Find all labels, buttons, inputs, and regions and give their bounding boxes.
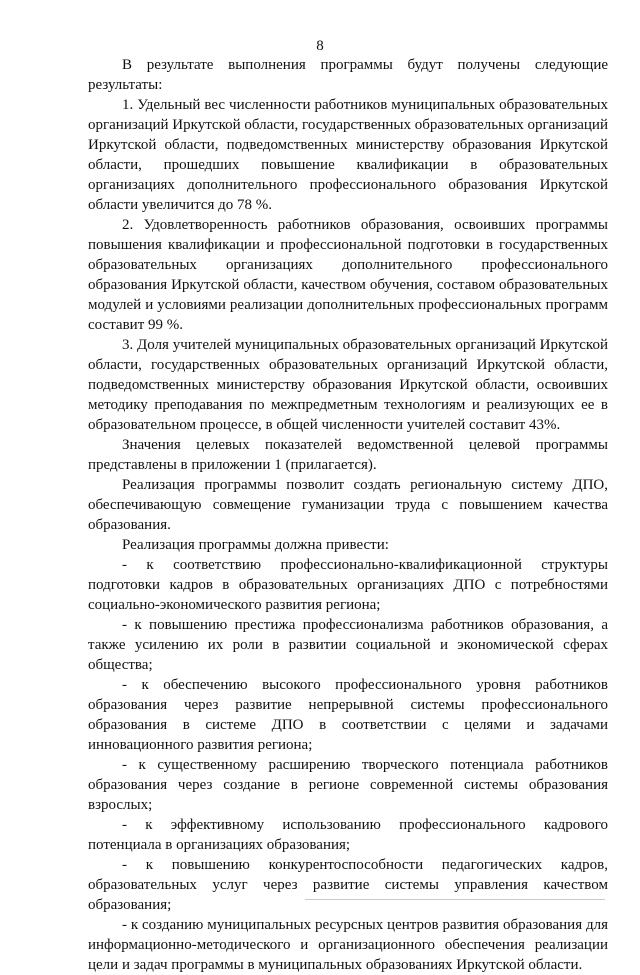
outcome-list-item: - к созданию муниципальных ресурсных центров развития образования для информационно-методического и организационного обеспечения реализации цели и задач программы в муниципальных образованиях Иркутской области. xyxy=(88,917,608,973)
bottom-divider xyxy=(305,899,605,900)
page-number: 8 xyxy=(316,38,324,54)
expected-outcomes-heading: Реализация программы должна привести: xyxy=(122,537,389,553)
target-indicators-paragraph: Значения целевых показателей ведомственной целевой программы представлены в приложении 1 (прилагается). xyxy=(88,437,608,473)
regional-system-paragraph: Реализация программы позволит создать региональную систему ДПО, обеспечивающую совмещение гуманизации труда с повышением качества образования. xyxy=(88,477,608,533)
outcome-list-item: - к эффективному использованию профессионального кадрового потенциала в организациях образования; xyxy=(88,817,608,853)
document-body xyxy=(88,55,608,975)
outcome-list-item: - к обеспечению высокого профессионального уровня работников образования через развитие непрерывной системы профессионального образования в системе ДПО в соответствии с целями и задачами инновационного развития региона; xyxy=(88,677,608,753)
result-item-2: 2. Удовлетворенность работников образования, освоивших программы повышения квалификации и профессиональной подготовки в государственных образовательных организациях дополнительного профессионального образования Иркутской области, качеством обучения, составом образовательных модулей и условиями реализации дополнительных профессиональных программ составит 99 %. xyxy=(88,217,608,333)
outcome-list-item: - к соответствию профессионально-квалификационной структуры подготовки кадров в образовательных организациях ДПО с потребностями социально-экономического развития региона; xyxy=(88,557,608,613)
outcome-list-item: - к повышению престижа профессионализма работников образования, а также усилению их роли в развитии социальной и экономической сферах общества; xyxy=(88,617,608,673)
outcome-list-item: - к существенному расширению творческого потенциала работников образования через создание в регионе современной системы образования взрослых; xyxy=(88,757,608,813)
outcome-list-item: - к повышению конкурентоспособности педагогических кадров, образовательных услуг через развитие системы управления качеством образования; xyxy=(88,857,608,913)
result-item-1: 1. Удельный вес численности работников муниципальных образовательных организаций Иркутской области, государственных образовательных организаций Иркутской области, подведомственных министерству образования Иркутской области, прошедших повышение квалификации в образовательных организациях дополнительного профессионального образования Иркутской области увеличится до 78 %. xyxy=(88,97,608,213)
result-item-3: 3. Доля учителей муниципальных образовательных организаций Иркутской области, государственных образовательных организаций Иркутской области, подведомственных министерству образования Иркутской области, освоивших методику преподавания по межпредметным технологиям и реализующих ее в образовательном процессе, в общей численности учителей составит 43%. xyxy=(88,337,608,433)
intro-paragraph: В результате выполнения программы будут получены следующие результаты: xyxy=(88,57,608,93)
